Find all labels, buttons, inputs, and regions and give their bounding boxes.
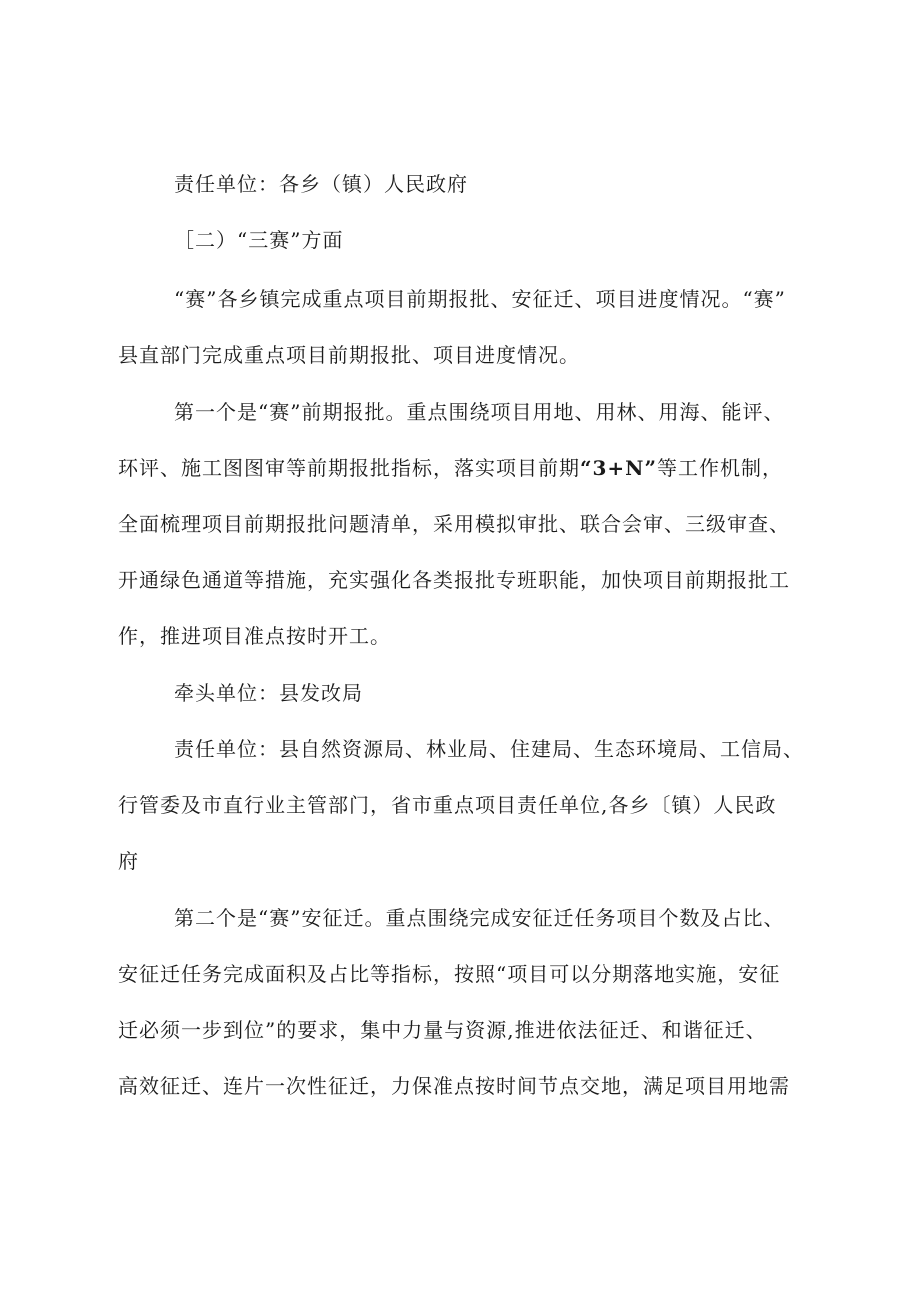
- responsibility-line-2: 责任单位：县自然资源局、林业局、住建局、生态环境局、工信局、: [174, 737, 804, 761]
- lead-unit-line: 牵头单位：县发改局: [174, 681, 363, 705]
- paragraph-line: 第一个是“赛”前期报批。重点围绕项目用地、用林、用海、能评、: [174, 400, 785, 424]
- section-heading: ［二）“三赛”方面: [174, 228, 344, 252]
- paragraph-line: 作，推进项目准点按时开工。: [118, 624, 391, 648]
- responsibility-line-1: 责任单位：各乡（镇）人民政府: [174, 172, 468, 196]
- paragraph-line: “赛”各乡镇完成重点项目前期报批、安征迁、项目进度情况。“赛”: [174, 287, 786, 311]
- paragraph-line: 迁必须一步到位”的要求，集中力量与资源,推进依法征迁、和谐征迁、: [118, 1018, 767, 1042]
- mechanism-term: “3+N”: [580, 456, 657, 480]
- paragraph-line: 全面梳理项目前期报批问题清单，采用模拟审批、联合会审、三级审查、: [118, 512, 790, 536]
- paragraph-text: 等工作机制，: [656, 456, 783, 480]
- paragraph-line: 府: [118, 849, 139, 873]
- paragraph-line: 县直部门完成重点项目前期报批、项目进度情况。: [118, 343, 580, 367]
- paragraph-line: 安征迁任务完成面积及占比等指标，按照“项目可以分期落地实施，安征: [118, 962, 781, 986]
- paragraph-line: 行管委及市直行业主管部门，省市重点项目责任单位,各乡〔镇）人民政: [118, 793, 777, 817]
- paragraph-line: [118, 456, 783, 480]
- paragraph-line: 第二个是“赛”安征迁。重点围绕完成安征迁任务项目个数及占比、: [174, 906, 785, 930]
- paragraph-text: 环评、施工图图审等前期报批指标，落实项目前期: [118, 456, 580, 480]
- paragraph-line: 高效征迁、连片一次性征迁，力保准点按时间节点交地，满足项目用地需: [118, 1074, 790, 1098]
- paragraph-line: 开通绿色通道等措施，充实强化各类报批专班职能，加快项目前期报批工: [118, 568, 790, 592]
